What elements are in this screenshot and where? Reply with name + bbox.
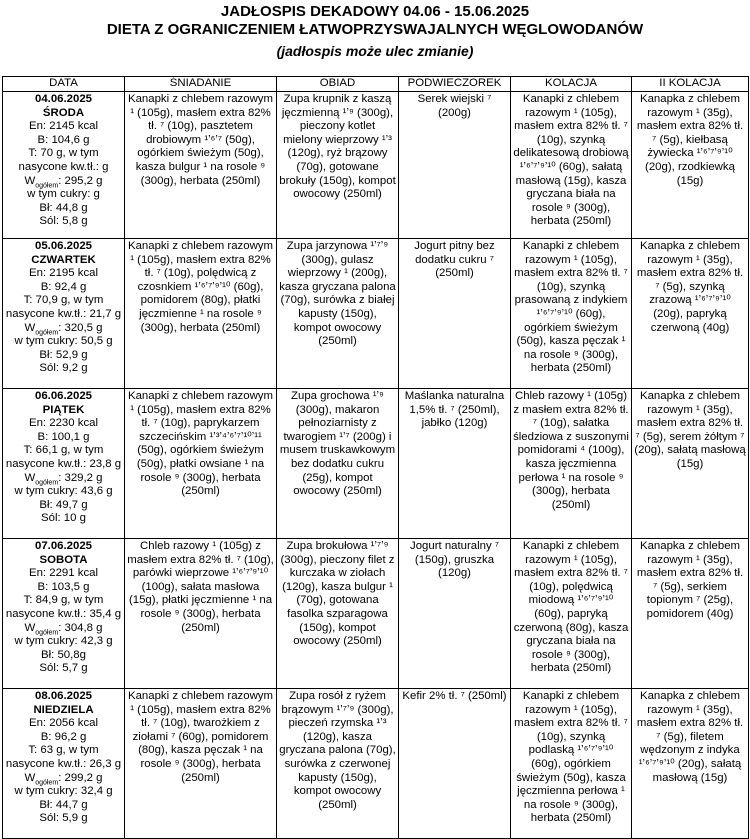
day-weekday: PIĄTEK (42, 403, 85, 416)
fiber-value: Bł: 44,8 g (39, 201, 88, 214)
sugars-value: w tym cukry: 43,6 g (14, 485, 113, 498)
fiber-value: Bł: 50,8g (41, 648, 86, 661)
day-date: 08.06.2025 (34, 690, 92, 702)
carbs-prefix: W (24, 771, 36, 784)
day-weekday: ŚRODA (42, 106, 85, 119)
day-nutrition-cell (3, 239, 125, 389)
carbs-amount: : 295,2 g (58, 174, 103, 187)
lunch-cell: Zupa grochowa ¹ʼ⁹ (300g), makaron pełnoziarnisty z twarogiem ¹ʼ⁷ (200g) i musem truskawkowym bez dodatku cukru (25g), kompot owocowy (250ml) (277, 389, 399, 539)
snack-cell: Maślanka naturalna 1,5% tł. ⁷ (250ml), jabłko (120g) (399, 389, 511, 539)
day-date: 06.06.2025 (34, 390, 92, 402)
snack-cell: Jogurt pitny bez dodatku cukru ⁷ (250ml) (399, 239, 511, 389)
table-row (3, 389, 749, 539)
energy-value: En: 2056 kcal (28, 717, 99, 730)
lunch-cell: Zupa brokułowa ¹ʼ⁷ʼ⁹ (300g), pieczony filet z kurczaka w ziołach (120g), kasza bulgur ¹ (70g), gotowana fasolka szparagowa (150g), kompot owocowy (250ml) (277, 539, 399, 689)
table-row (3, 239, 749, 389)
salt-value: Sól: 5,8 g (39, 215, 88, 228)
fat-value: T: 70 g, w tym nasycone kw.tł.: g (18, 147, 109, 173)
dinner-cell: Kanapki z chlebem razowym ¹ (105g), masłem extra 82% tł. ⁷ (10g), szynką podlaską ¹ʼ⁶ʼ⁷ʼ⁹ʼ¹⁰ (60g), ogórkiem świeżym (50g), kasza jęczmienna perłowa ¹ na rosole ⁹ (300g), herbata (250ml) (511, 689, 632, 839)
day-date: 07.06.2025 (34, 540, 92, 552)
snack-cell: Kefir 2% tł. ⁷ (250ml) (399, 689, 511, 839)
salt-value: Sól: 9,2 g (39, 362, 88, 375)
protein-value: B: 100,1 g (37, 430, 90, 443)
carbs-prefix: W (24, 621, 36, 634)
protein-value: B: 103,5 g (37, 580, 90, 593)
energy-value: En: 2195 kcal (28, 267, 99, 280)
sugars-value: w tym cukry: 50,5 g (14, 335, 113, 348)
carbs-amount: : 304,8 g (58, 621, 103, 634)
carbs-subscript: ogółem (35, 181, 59, 189)
column-header-breakfast: ŚNIADANIE (125, 77, 277, 92)
day-weekday: CZWARTEK (31, 253, 96, 266)
energy-value: En: 2230 kcal (28, 417, 99, 430)
carbs-amount: : 320,5 g (58, 321, 103, 334)
snack-cell: Serek wiejski ⁷ (200g) (399, 92, 511, 239)
menu-header (0, 0, 750, 72)
fat-value: T: 84,9 g, w tym nasycone kw.tł.: 35,4 g (5, 594, 122, 620)
day-nutrition-cell (3, 92, 125, 239)
day-weekday: NIEDZIELA (33, 703, 94, 716)
column-header-snack: PODWIECZOREK (399, 77, 511, 92)
sugars-value: w tym cukry: 42,3 g (14, 635, 113, 648)
table-row (3, 92, 749, 239)
day-date: 05.06.2025 (34, 240, 92, 252)
table-header-row (3, 77, 749, 92)
column-header-date: DATA (3, 77, 125, 92)
salt-value: Sól: 10 g (41, 512, 86, 525)
lunch-cell: Zupa rosół z ryżem brązowym ¹ʼ⁷ʼ⁹ (300g), pieczeń rzymska ¹ʼ³ (120g), kasza gryczana palona (70g), surówka z czerwonej kapusty (150g), kompot owocowy (250ml) (277, 689, 399, 839)
diet-name: DIETA Z OGRANICZENIEM ŁATWOPRZYSWAJALNYCH WĘGLOWODANÓW (106, 21, 644, 38)
snack-cell: Jogurt naturalny ⁷ (150g), gruszka (120g) (399, 539, 511, 689)
table-row (3, 539, 749, 689)
dinner-cell: Kanapki z chlebem razowym ¹ (105g), masłem extra 82% tł. ⁷ (10g), szynką delikatesową drobiową ¹ʼ⁶ʼ⁷ʼ⁹ʼ¹⁰ (60g), sałatą masłową (15g), kasza gryczana biała na rosole ⁹ (300g), herbata (250ml) (511, 92, 632, 239)
breakfast-cell: Chleb razowy ¹ (105g) z masłem extra 82% tł. ⁷ (10g), parówki wieprzowe ¹ʼ⁶ʼ⁷ʼ⁹ʼ¹⁰ (100g), sałata masłowa (15g), płatki jęczmienne ¹ na rosole ⁹ (300g), herbata (250ml) (125, 539, 277, 689)
protein-value: B: 104,6 g (37, 133, 90, 146)
sugars-value: w tym cukry: g (27, 188, 100, 201)
breakfast-cell: Kanapki z chlebem razowym ¹ (105g), masłem extra 82% tł. ⁷ (10g), paprykarzem szczecińskim ¹ʼ³ʼ⁴ʼ⁶ʼ⁷ʼ¹⁰ʼ¹¹ (50g), ogórkiem świeżym (50g), płatki owsiane ¹ na rosole ⁹ (300g), herbata (250ml) (125, 389, 277, 539)
column-header-dinner: KOLACJA (511, 77, 632, 92)
dinner-cell: Kanapki z chlebem razowym ¹ (105g), masłem extra 82% tł. ⁷ (10g), polędwicą miodową ¹ʼ⁶ʼ⁷ʼ⁹ʼ¹⁰ (60g), papryką czerwoną (80g), kasza gryczana biała na rosole ⁹ (300g), herbata (250ml) (511, 539, 632, 689)
fat-value: T: 66,1 g, w tym nasycone kw.tł.: 23,8 g (5, 444, 122, 470)
menu-title: JADŁOSPIS DEKADOWY 04.06 - 15.06.2025 (220, 3, 530, 20)
carbs-prefix: W (24, 321, 36, 334)
protein-value: B: 96,2 g (40, 730, 87, 743)
energy-value: En: 2291 kcal (28, 567, 99, 580)
fat-value: T: 70,9 g, w tym nasycone kw.tł.: 21,7 g (5, 294, 122, 320)
column-header-second-dinner: II KOLACJA (632, 77, 749, 92)
day-nutrition-cell (3, 539, 125, 689)
column-header-lunch: OBIAD (277, 77, 399, 92)
lunch-cell: Zupa jarzynowa ¹ʼ⁷ʼ⁹ (300g), gulasz wieprzowy ¹ (200g), kasza gryczana palona (70g), surówka z białej kapusty (150g), kompot owocowy (250ml) (277, 239, 399, 389)
protein-value: B: 92,4 g (40, 280, 87, 293)
salt-value: Sól: 5,7 g (39, 662, 88, 675)
day-weekday: SOBOTA (39, 553, 88, 566)
lunch-cell: Zupa krupnik z kaszą jęczmienną ¹ʼ⁹ (300g), pieczony kotlet mielony wieprzowy ¹ʼ³ (120g), ryż brązowy (70g), gotowane brokuły (150g), kompot owocowy (250ml) (277, 92, 399, 239)
carbs-subscript: ogółem (35, 328, 59, 336)
fiber-value: Bł: 44,7 g (39, 798, 88, 811)
menu-disclaimer: (jadłospis może ulec zmianie) (276, 43, 474, 59)
carbs-value (5, 472, 122, 486)
carbs-subscript: ogółem (35, 778, 59, 786)
carbs-value (5, 772, 122, 786)
second-dinner-cell: Kanapka z chlebem razowym ¹ (35g), masłem extra 82% tł. ⁷ (5g), serkiem topionym ⁷ (25g), pomidorem (40g) (632, 539, 749, 689)
carbs-prefix: W (24, 471, 36, 484)
second-dinner-cell: Kanapka z chlebem razowym ¹ (35g), masłem extra 82% tł. ⁷ (5g), serem żółtym ⁷ (20g), sałatą masłową (15g) (632, 389, 749, 539)
carbs-prefix: W (24, 174, 36, 187)
carbs-value (5, 175, 122, 189)
second-dinner-cell: Kanapka z chlebem razowym ¹ (35g), masłem extra 82% tł. ⁷ (5g), kiełbasą żywiecka ¹ʼ⁶ʼ⁷ʼ⁹ʼ¹⁰ (20g), rzodkiewką (15g) (632, 92, 749, 239)
carbs-value (5, 622, 122, 636)
menu-table (2, 76, 749, 839)
carbs-amount: : 329,2 g (58, 471, 103, 484)
carbs-value (5, 322, 122, 336)
breakfast-cell: Kanapki z chlebem razowym ¹ (105g), masłem extra 82% tł. ⁷ (10g), twarożkiem z ziołami ⁷ (60g), pomidorem (80g), kasza pęczak ¹ na rosole ⁹ (300g), herbata (250ml) (125, 689, 277, 839)
carbs-subscript: ogółem (35, 478, 59, 486)
table-row (3, 689, 749, 839)
dinner-cell: Kanapki z chlebem razowym ¹ (105g), masłem extra 82% tł. ⁷ (10g), szynką prasowaną z indykiem ¹ʼ⁶ʼ⁷ʼ⁹ʼ¹⁰ (60g), ogórkiem świeżym (50g), kasza pęczak ¹ na rosole ⁹ (300g), herbata (250ml) (511, 239, 632, 389)
sugars-value: w tym cukry: 32,4 g (14, 785, 113, 798)
day-date: 04.06.2025 (34, 93, 92, 105)
carbs-subscript: ogółem (35, 628, 59, 636)
day-nutrition-cell (3, 389, 125, 539)
day-nutrition-cell (3, 689, 125, 839)
energy-value: En: 2145 kcal (28, 120, 99, 133)
breakfast-cell: Kanapki z chlebem razowym ¹ (105g), masłem extra 82% tł. ⁷ (10g), polędwicą z czosnkiem ¹ʼ⁶ʼ⁷ʼ⁹ʼ¹⁰ (60g), pomidorem (80g), płatki jęczmienne ¹ na rosole ⁹ (300g), herbata (250ml) (125, 239, 277, 389)
breakfast-cell: Kanapki z chlebem razowym ¹ (105g), masłem extra 82% tł. ⁷ (10g), pasztetem drobiowym ¹ʼ⁶ʼ⁷ (50g), ogórkiem świeżym (50g), kasza bulgur ¹ na rosole ⁹ (300g), herbata (250ml) (125, 92, 277, 239)
second-dinner-cell: Kanapka z chlebem razowym ¹ (35g), masłem extra 82% tł. ⁷ (5g), szynką zrazową ¹ʼ⁶ʼ⁷ʼ⁹ʼ¹⁰ (20g), papryką czerwoną (40g) (632, 239, 749, 389)
fiber-value: Bł: 52,9 g (39, 348, 88, 361)
dinner-cell: Chleb razowy ¹ (105g) z masłem extra 82% tł. ⁷ (10g), sałatka śledziowa z suszonymi pomidorami ⁴ (100g), kasza jęczmienna perłowa ¹ na rosole ⁹ (300g), herbata (250ml) (511, 389, 632, 539)
carbs-amount: : 299,2 g (58, 771, 103, 784)
fat-value: T: 63 g, w tym nasycone kw.tł.: 26,3 g (5, 744, 122, 770)
second-dinner-cell: Kanapka z chlebem razowym ¹ (35g), masłem extra 82% tł. ⁷ (5g), filetem wędzonym z indyka ¹ʼ⁶ʼ⁷ʼ⁹ʼ¹⁰ (20g), sałatą masłową (15g) (632, 689, 749, 839)
salt-value: Sól: 5,9 g (39, 812, 88, 825)
fiber-value: Bł: 49,7 g (39, 498, 88, 511)
